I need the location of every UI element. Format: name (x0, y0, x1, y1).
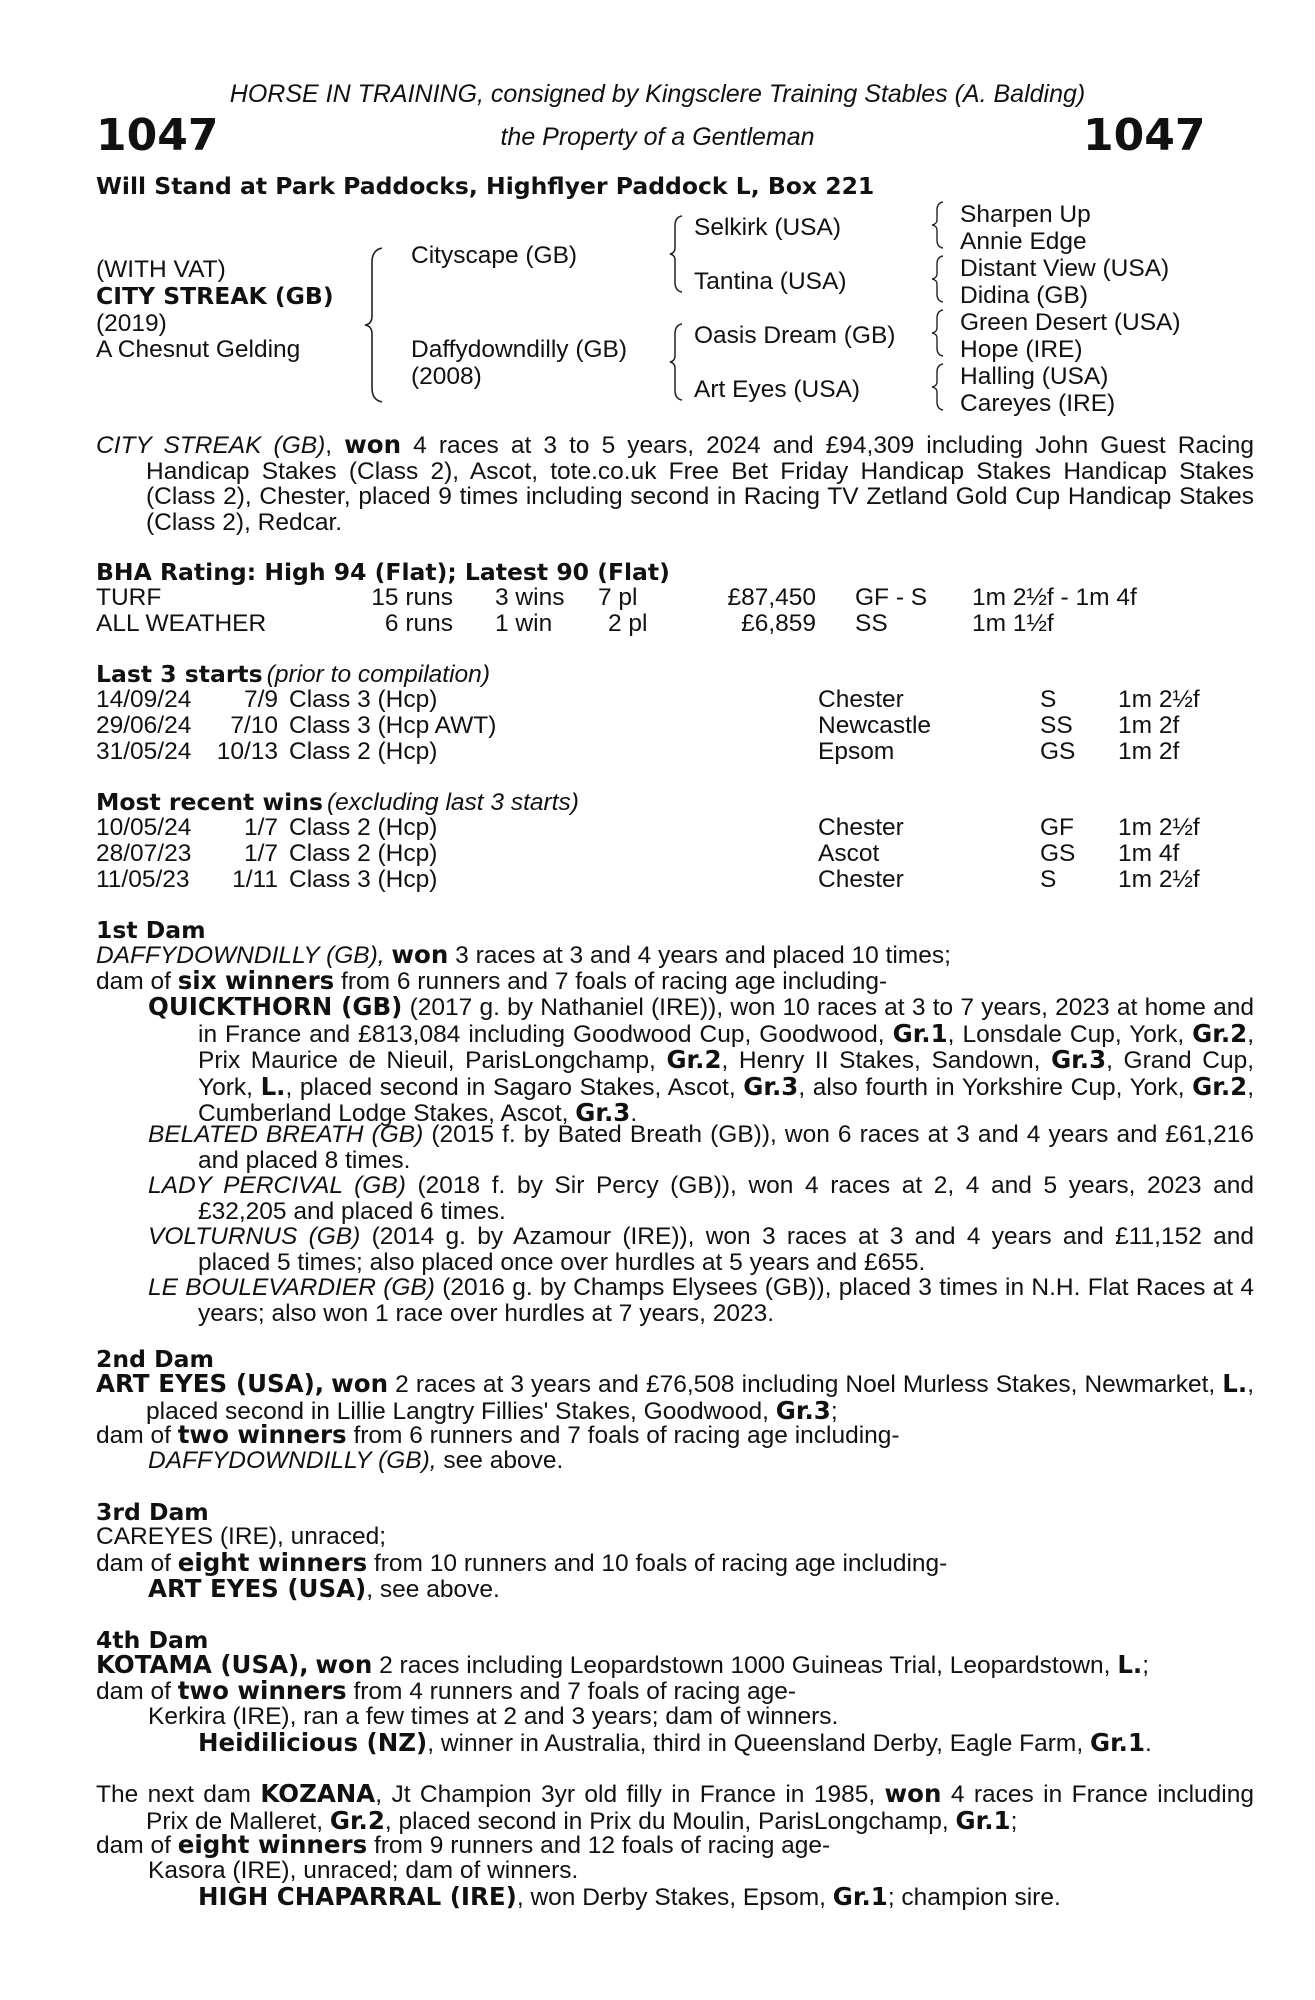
brace-g3-2 (930, 254, 946, 304)
foals-text: from 4 runners and 7 foals of racing age- (353, 1678, 797, 1705)
winners-count: eight winners (177, 1830, 368, 1859)
recent-heading-line (96, 788, 579, 817)
vat-note: (WITH VAT) (96, 256, 226, 283)
g3-didina: Didina (GB) (960, 282, 1088, 309)
win-class: Class 2 (Hcp) (289, 840, 438, 867)
dam-year: (2008) (411, 363, 482, 390)
win-class: Class 2 (Hcp) (289, 814, 438, 841)
next-dam-text: , placed second in Prix du Moulin, ParisLongchamp, (384, 1807, 949, 1835)
start-class: Class 2 (Hcp) (289, 738, 438, 765)
win-course: Chester (818, 814, 904, 841)
g3-distant-view: Distant View (USA) (960, 255, 1170, 282)
dam2-produce-ref (148, 1448, 563, 1474)
produce-quickthorn (148, 994, 1254, 1127)
rating-runs: 6 runs (384, 610, 453, 637)
produce-text: ; champion sire. (887, 1884, 1061, 1911)
start-date: 29/06/24 (96, 712, 192, 739)
produce-name: LE BOULEVARDIER (GB) (148, 1274, 435, 1301)
dam2-produce-line (96, 1422, 900, 1449)
rating-placed: 2 pl (608, 610, 648, 637)
grade-badge: Gr.3 (775, 1395, 831, 1425)
dam4-won: won (315, 1650, 373, 1679)
produce-volturnus (148, 1224, 1254, 1275)
rating-distance: 1m 2½f - 1m 4f (972, 584, 1137, 611)
sire: Cityscape (GB) (411, 242, 578, 269)
win-position: 1/7 (243, 814, 278, 841)
consignor-line: HORSE IN TRAINING, consigned by Kingsclere Training Stables (A. Balding) (229, 80, 1086, 108)
produce-name: VOLTURNUS (GB) (148, 1223, 361, 1250)
next-dam-name: KOZANA (260, 1779, 376, 1808)
rating-going: SS (855, 610, 888, 637)
stable-location: Will Stand at Park Paddocks, Highflyer Paddock L, Box 221 (96, 172, 875, 200)
produce-text: , placed second in Sagaro Stakes, Ascot, (285, 1073, 736, 1101)
start-date: 14/09/24 (96, 686, 192, 713)
win-date: 11/05/23 (96, 866, 190, 893)
produce-text: . (630, 1100, 638, 1127)
grade-badge: Gr.3 (743, 1071, 799, 1101)
dam2-record (96, 1371, 1254, 1424)
win-course: Chester (818, 866, 904, 893)
produce-le-boulevardier (148, 1275, 1254, 1326)
foals-text: from 9 runners and 12 foals of racing age- (373, 1832, 831, 1859)
next-dam-text: The next dam (96, 1781, 251, 1808)
produce-name: ART EYES (USA) (148, 1574, 367, 1603)
foals-text: from 6 runners and 7 foals of racing age including- (341, 968, 888, 995)
dam-of-text: dam of (96, 1422, 171, 1449)
start-going: SS (1040, 712, 1073, 739)
start-course: Newcastle (818, 712, 932, 739)
start-course: Epsom (818, 738, 895, 765)
produce-text: , Cumberland Lodge Stakes, Ascot, (198, 1073, 1255, 1127)
produce-text: (2014 g. by Azamour (IRE)), won 3 races at 3 and 4 years and £11,152 and placed 5 times; also placed once over hurdles at 5 years and £655. (198, 1223, 1254, 1276)
next-dam-won: won (884, 1779, 942, 1808)
win-going: GS (1040, 840, 1076, 867)
dam1-record: 3 races at 3 and 4 years and placed 10 times; (455, 942, 951, 969)
last3-heading: Last 3 starts (96, 660, 263, 688)
start-going: GS (1040, 738, 1076, 765)
dam-of-text: dam of (96, 1832, 171, 1859)
produce-text: (2015 f. by Bated Breath (GB)), won 6 races at 3 and 4 years and £61,216 and placed 8 times. (198, 1121, 1254, 1174)
rating-runs: 15 runs (371, 584, 453, 611)
dam4-record (96, 1652, 1149, 1679)
grade-badge: Gr.2 (329, 1805, 385, 1835)
dam2-text: 2 races at 3 years and £76,508 including Noel Murless Stakes, Newmarket, (395, 1371, 1216, 1398)
brace-g3-3 (930, 308, 946, 358)
next-dam-record (96, 1781, 1254, 1834)
dam3-heading: 3rd Dam (96, 1498, 209, 1526)
produce-text: (2017 g. by Nathaniel (IRE)), won 10 races at 3 to 7 years, 2023 at home and in France and £813,084 including Goodwood Cup, Goodwood, (198, 994, 1254, 1048)
listed-badge: L. (260, 1071, 286, 1101)
win-going: S (1040, 866, 1057, 893)
sire-dam: Tantina (USA) (694, 268, 847, 295)
produce-text: , won Derby Stakes, Epsom, (516, 1884, 826, 1911)
dam-sire: Oasis Dream (GB) (694, 322, 896, 349)
dam2-won: won (331, 1369, 389, 1398)
start-date: 31/05/24 (96, 738, 192, 765)
bha-rating-heading: BHA Rating: High 94 (Flat); Latest 90 (Flat) (96, 558, 670, 586)
dam4-grandproduce (198, 1730, 1152, 1757)
dam-of-text: dam of (96, 968, 171, 995)
produce-text: (2018 f. by Sir Percy (GB)), won 4 races at 2, 4 and 5 years, 2023 and £32,205 and placed 6 times. (198, 1172, 1254, 1225)
dam1-heading: 1st Dam (96, 916, 206, 944)
grade-badge: Gr.1 (832, 1882, 888, 1911)
summary-won: won (344, 430, 402, 459)
foals-text: from 10 runners and 10 foals of racing age including- (373, 1550, 948, 1577)
win-going: GF (1040, 814, 1075, 841)
win-date: 28/07/23 (96, 840, 192, 867)
next-dam-text: 4 races in France including Prix de Malleret, (146, 1781, 1254, 1835)
property-line: the Property of a Gentleman (500, 123, 815, 151)
produce-name: Heidilicious (NZ) (198, 1728, 428, 1757)
produce-text: , winner in Australia, third in Queensland Derby, Eagle Farm, (427, 1730, 1084, 1757)
grade-badge: Gr.3 (575, 1098, 631, 1127)
grade-badge: Gr.2 (1192, 1018, 1248, 1048)
dam2-text: ; (830, 1397, 838, 1425)
produce-name: DAFFYDOWNDILLY (GB), (148, 1447, 437, 1474)
winners-count: two winners (177, 1420, 347, 1449)
produce-name: LADY PERCIVAL (GB) (148, 1172, 406, 1199)
grade-badge: Gr.2 (666, 1045, 722, 1074)
grade-badge: Gr.3 (1051, 1045, 1107, 1074)
next-dam-produce-kasora: Kasora (IRE), unraced; dam of winners. (148, 1857, 579, 1884)
start-course: Chester (818, 686, 904, 713)
dam-of-text: dam of (96, 1550, 171, 1577)
dam3-produce-line (96, 1550, 947, 1577)
lot-number-left: 1047 (96, 110, 219, 161)
lot-number-right: 1047 (1083, 110, 1206, 161)
dam2-name: ART EYES (USA), (96, 1369, 325, 1398)
dam4-heading: 4th Dam (96, 1626, 209, 1654)
produce-text: (2016 g. by Champs Elysees (GB)), placed 3 times in N.H. Flat Races at 4 years; also won 1 race over hurdles at 7 years, 2023. (198, 1274, 1254, 1327)
start-class: Class 3 (Hcp) (289, 686, 438, 713)
dam2-text: , placed second in Lillie Langtry Fillies' Stakes, Goodwood, (146, 1371, 1254, 1425)
dam4-name: KOTAMA (USA), (96, 1650, 309, 1679)
dam1-line1 (96, 942, 951, 969)
horse-description: A Chesnut Gelding (96, 336, 301, 363)
produce-text: , see above. (366, 1576, 500, 1603)
winners-count: six winners (177, 966, 335, 995)
dam: Daffydowndilly (GB) (411, 336, 628, 363)
race-summary: CITY STREAK (GB), won 4 races at 3 to 5 years, 2024 and £94,309 including John Guest Racing Handicap Stakes (Class 2), Ascot, tote.co.uk Free Bet Friday Handicap Stakes Handicap Stakes (Class 2), Chester, placed 9 times including second in Racing TV Zetland Gold Cup Handicap Stakes (Class 2), Redcar. (96, 430, 1254, 536)
produce-text: . (1145, 1730, 1152, 1757)
last3-heading-line (96, 660, 490, 689)
produce-text: , Prix Maurice de Nieuil, ParisLongchamp, (198, 1020, 1254, 1074)
rating-prize-money: £6,859 (741, 610, 816, 637)
produce-text: , Lonsdale Cup, York, (947, 1020, 1185, 1048)
summary-horse-name: CITY STREAK (GB) (96, 432, 326, 459)
start-class: Class 3 (Hcp AWT) (289, 712, 497, 739)
rating-surface: TURF (96, 584, 162, 611)
brace-g3-4 (930, 362, 946, 412)
last3-note: (prior to compilation) (266, 661, 490, 688)
horse-name: CITY STREAK (GB) (96, 282, 334, 310)
dam-dam: Art Eyes (USA) (694, 376, 861, 403)
produce-text: , also fourth in Yorkshire Cup, York, (798, 1073, 1185, 1101)
dam3-produce-ref (148, 1576, 500, 1603)
dam3-line1: CAREYES (IRE), unraced; (96, 1523, 387, 1550)
dam4-text: ; (1142, 1652, 1150, 1679)
rating-prize-money: £87,450 (727, 584, 816, 611)
win-position: 1/11 (232, 866, 278, 893)
sire-sire: Selkirk (USA) (694, 214, 842, 241)
produce-name: BELATED BREATH (GB) (148, 1121, 424, 1148)
g3-halling: Halling (USA) (960, 363, 1109, 390)
dam1-won: won (391, 940, 449, 969)
brace-g3-1 (930, 200, 946, 250)
grade-badge: Gr.2 (1192, 1071, 1248, 1101)
grade-badge: Gr.1 (892, 1018, 948, 1048)
listed-badge: L. (1222, 1369, 1248, 1398)
win-position: 1/7 (243, 840, 278, 867)
winners-count: two winners (177, 1676, 347, 1705)
start-distance: 1m 2½f (1118, 686, 1200, 713)
listed-badge: L. (1117, 1650, 1143, 1679)
start-distance: 1m 2f (1118, 738, 1180, 765)
win-distance: 1m 2½f (1118, 866, 1200, 893)
summary-text: 4 races at 3 to 5 years, 2024 and £94,309 including John Guest Racing Handicap Stakes (Class 2), Ascot, tote.co.uk Free Bet Friday Handicap Stakes Handicap Stakes (Class 2), Chester, placed 9 times including second in Racing TV Zetland Gold Cup Handicap Stakes (Class 2), Redcar. (146, 432, 1254, 536)
dam-brace (668, 322, 686, 402)
start-distance: 1m 2f (1118, 712, 1180, 739)
winners-count: eight winners (177, 1548, 368, 1577)
produce-lady-percival (148, 1173, 1254, 1224)
produce-text: , Grand Cup, York, (198, 1047, 1255, 1101)
start-position: 7/10 (230, 712, 278, 739)
win-distance: 1m 2½f (1118, 814, 1200, 841)
start-going: S (1040, 686, 1057, 713)
grade-badge: Gr.1 (1089, 1728, 1146, 1757)
rating-distance: 1m 1½f (972, 610, 1054, 637)
foaling-year: (2019) (96, 310, 167, 337)
g3-sharpen-up: Sharpen Up (960, 201, 1091, 228)
next-dam-text: ; (1010, 1807, 1018, 1835)
recent-heading: Most recent wins (96, 788, 323, 816)
pedigree-main-brace (362, 246, 386, 404)
rating-wins: 3 wins (495, 584, 565, 611)
rating-wins: 1 win (495, 610, 553, 637)
win-class: Class 3 (Hcp) (289, 866, 438, 893)
produce-name: QUICKTHORN (GB) (148, 992, 403, 1021)
next-dam-grandproduce (198, 1884, 1061, 1911)
win-course: Ascot (818, 840, 880, 867)
dam1-name: DAFFYDOWNDILLY (GB), (96, 942, 385, 969)
rating-going: GF - S (855, 584, 928, 611)
next-dam-produce-line (96, 1832, 830, 1859)
produce-text: , Henry II Stakes, Sandown, (721, 1047, 1041, 1074)
dam-of-text: dam of (96, 1678, 171, 1705)
rating-placed: 7 pl (598, 584, 638, 611)
g3-green-desert: Green Desert (USA) (960, 309, 1181, 336)
g3-careyes: Careyes (IRE) (960, 390, 1116, 417)
dam4-text: 2 races including Leopardstown 1000 Guineas Trial, Leopardstown, (379, 1652, 1111, 1679)
produce-belated-breath (148, 1122, 1254, 1173)
g3-hope: Hope (IRE) (960, 336, 1083, 363)
sire-brace (668, 214, 686, 294)
start-position: 10/13 (216, 738, 278, 765)
produce-name: HIGH CHAPARRAL (IRE) (198, 1882, 517, 1911)
dam4-produce-line (96, 1678, 796, 1705)
grade-badge: Gr.1 (955, 1805, 1011, 1835)
foals-text: from 6 runners and 7 foals of racing age including- (353, 1422, 900, 1449)
dam4-produce-kerkira: Kerkira (IRE), ran a few times at 2 and 3 years; dam of winners. (148, 1703, 839, 1730)
next-dam-text: , Jt Champion 3yr old filly in France in 1985, (375, 1781, 876, 1808)
win-date: 10/05/24 (96, 814, 192, 841)
win-distance: 1m 4f (1118, 840, 1180, 867)
produce-text: see above. (443, 1447, 564, 1474)
dam2-heading: 2nd Dam (96, 1345, 214, 1373)
g3-annie-edge: Annie Edge (960, 228, 1087, 255)
rating-surface: ALL WEATHER (96, 610, 267, 637)
start-position: 7/9 (243, 686, 278, 713)
dam1-produce-line (96, 968, 887, 995)
recent-note: (excluding last 3 starts) (326, 789, 579, 816)
